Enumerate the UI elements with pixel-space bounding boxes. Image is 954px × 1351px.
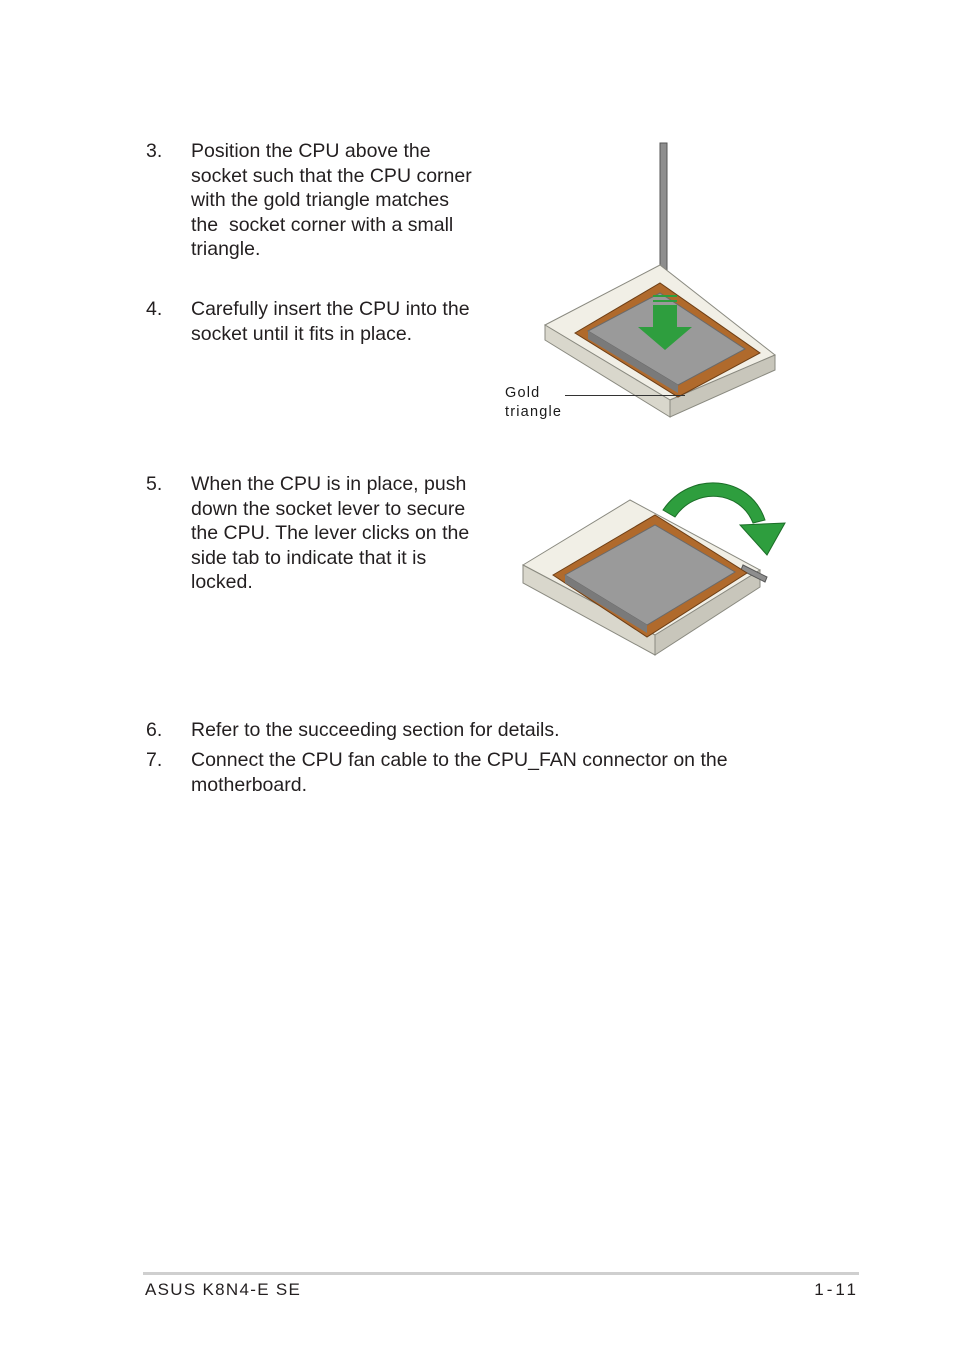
step-line: When the CPU is in place, push bbox=[191, 473, 467, 495]
callout-line-1: Gold bbox=[505, 385, 541, 401]
footer-model: ASUS K8N4-E SE bbox=[145, 1280, 302, 1299]
lever-lock-figure bbox=[515, 465, 805, 675]
callout-line-2: triangle bbox=[505, 404, 563, 420]
page-number: 1-11 bbox=[814, 1280, 859, 1299]
step-number: 6. bbox=[146, 719, 163, 741]
step-line: socket until it fits in place. bbox=[191, 322, 413, 345]
step-line: motherboard. bbox=[191, 773, 307, 796]
step-line: side tab to indicate that it is bbox=[191, 546, 427, 569]
step-number: 7. bbox=[146, 749, 163, 771]
footer-rule bbox=[143, 1272, 859, 1275]
callout-leader-line bbox=[565, 395, 685, 396]
socket-lever bbox=[660, 143, 667, 275]
step-text bbox=[191, 139, 472, 262]
step-text bbox=[191, 472, 469, 595]
step-line: locked. bbox=[191, 571, 253, 593]
step-number: 5. bbox=[146, 473, 163, 495]
step-text bbox=[191, 748, 728, 797]
step-line: Position the CPU above the bbox=[191, 140, 431, 162]
step-number: 4. bbox=[146, 298, 163, 320]
step-line: Refer to the succeeding section for details. bbox=[191, 719, 560, 741]
step-text bbox=[191, 297, 470, 346]
gold-triangle-callout bbox=[505, 384, 562, 422]
step-line: the socket corner with a small bbox=[191, 213, 454, 236]
step-line: Carefully insert the CPU into the bbox=[191, 298, 470, 320]
step-line: with the gold triangle matches bbox=[191, 189, 449, 211]
step-line: socket such that the CPU corner bbox=[191, 164, 472, 187]
step-number: 3. bbox=[146, 140, 163, 162]
step-line: down the socket lever to secure bbox=[191, 497, 466, 520]
step-text bbox=[191, 718, 560, 743]
step-line: the CPU. The lever clicks on the bbox=[191, 522, 470, 544]
step-line: Connect the CPU fan cable to the CPU_FAN connector on the bbox=[191, 749, 728, 771]
step-line: triangle. bbox=[191, 238, 261, 260]
